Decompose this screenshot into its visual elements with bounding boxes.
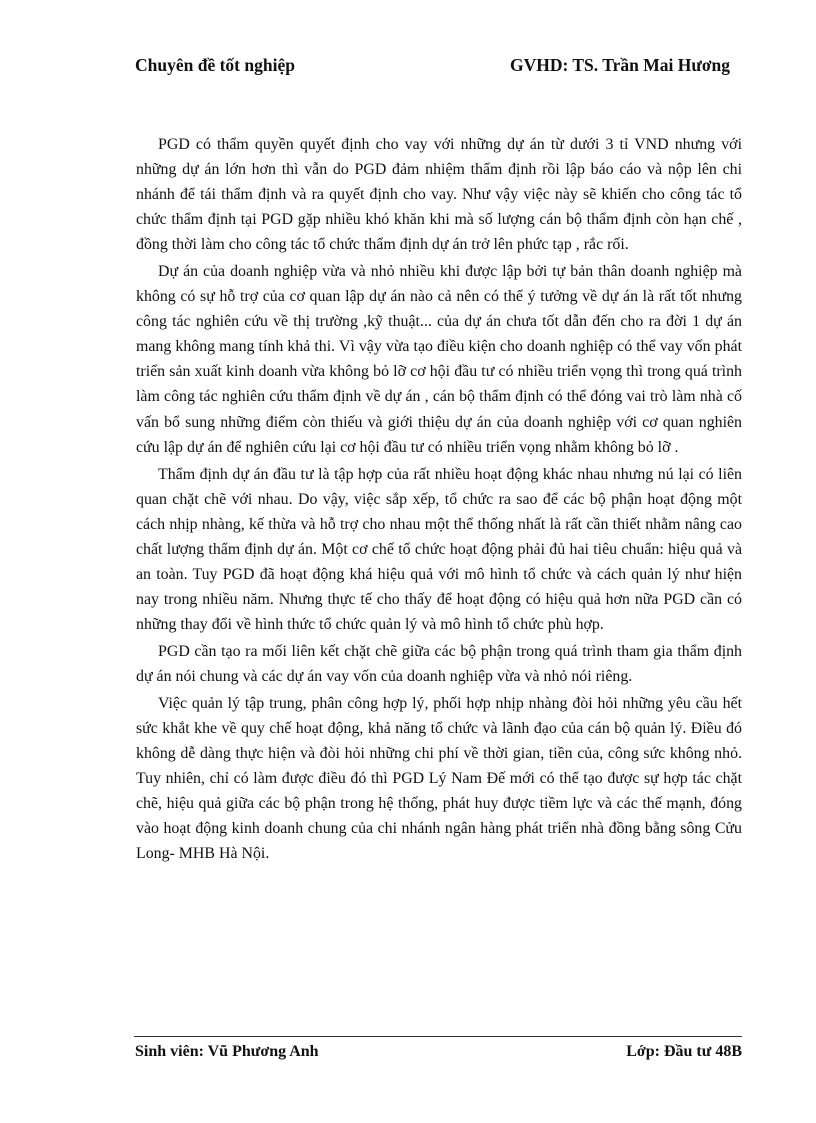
footer-divider	[134, 1036, 742, 1037]
header-title: Chuyên đề tốt nghiệp	[135, 55, 295, 75]
body-paragraph: PGD cần tạo ra mối liên kết chặt chẽ giữa các bộ phận trong quá trình tham gia thẩm định dự án nói chung và các dự án vay vốn của doanh nghiệp vừa và nhỏ nói riêng.	[136, 642, 742, 685]
footer-class: Lớp: Đầu tư 48B	[626, 1043, 742, 1060]
footer-student: Sinh viên: Vũ Phương Anh	[135, 1043, 319, 1060]
body-paragraph: PGD có thẩm quyền quyết định cho vay với những dự án từ dưới 3 tỉ VND nhưng với những dự án lớn hơn thì vẫn do PGD đảm nhiệm thẩm định rồi lập báo cáo và nộp lên chi nhánh để tái thẩm định và ra quyết định cho vay. Như vậy việc này sẽ khiến cho công tác tổ chức thẩm định tại PGD gặp nhiều khó khăn khi mà số lượng cán bộ thẩm định còn hạn chế , đồng thời làm cho công tác tổ chức thẩm định dự án trở lên phức tạp , rắc rối.	[136, 136, 742, 254]
document-body	[136, 132, 742, 868]
page-header	[135, 55, 730, 83]
header-advisor: GVHD: TS. Trần Mai Hương	[509, 55, 730, 75]
page-footer	[135, 1043, 742, 1071]
body-paragraph: Dự án của doanh nghiệp vừa và nhỏ nhiều khi được lập bởi tự bản thân doanh nghiệp mà không có sự hỗ trợ của cơ quan lập dự án nào cả nên có thể ý tưởng về dự án là rất tốt nhưng công tác nghiên cứu về thị trường ,kỹ thuật... của dự án chưa tốt dẫn đến cho ra đời 1 dự án mang không mang tính khả thi. Vì vậy vừa tạo điều kiện cho doanh nghiệp có thể vay vốn phát triển sản xuất kinh doanh vừa không bỏ lỡ cơ hội đầu tư có nhiều triển vọng thì trong quá trình làm công tác nghiên cứu thẩm định về dự án , cán bộ thẩm định có thể đóng vai trò làm nhà cố vấn bổ sung những điểm còn thiếu và giới thiệu dự án của doanh nghiệp với cơ quan nghiên cứu lập dự án để nghiên cứu lại cơ hội đầu tư có nhiều triển vọng nhằm không bỏ lỡ .	[136, 263, 742, 456]
body-paragraph: Việc quản lý tập trung, phân công hợp lý, phối hợp nhịp nhàng đòi hỏi những yêu cầu hết sức khắt khe về quy chế hoạt động, khả năng tổ chức và lãnh đạo của cán bộ quản lý. Điều đó không dễ dàng thực hiện và đòi hỏi những chi phí về thời gian, tiền của, công sức không nhỏ. Tuy nhiên, chỉ có làm được điều đó thì PGD Lý Nam Đế mới có thể tạo được sự hợp tác chặt chẽ, hiệu quả giữa các bộ phận trong hệ thống, phát huy được tiềm lực và các thế mạnh, đóng vào hoạt động kinh doanh chung của chi nhánh ngân hàng phát triển nhà đồng bằng sông Cửu Long- MHB Hà Nội.	[136, 695, 742, 863]
body-paragraph: Thẩm định dự án đầu tư là tập hợp của rất nhiều hoạt động khác nhau nhưng nú lại có liên quan chặt chẽ với nhau. Do vậy, việc sắp xếp, tổ chức ra sao để các bộ phận hoạt động một cách nhịp nhàng, kế thừa và hỗ trợ cho nhau một thể thống nhất là rất cần thiết nhằm nâng cao chất lượng thẩm định dự án. Một cơ chế tổ chức hoạt động phải đủ hai tiêu chuẩn: hiệu quả và an toàn. Tuy PGD đã hoạt động khá hiệu quả với mô hình tổ chức và cách quản lý như hiện nay trong nhiều năm. Nhưng thực tế cho thấy để hoạt động có hiệu quả hơn nữa PGD cần có những thay đổi về hình thức tổ chức quản lý và mô hình tổ chức phù hợp.	[136, 465, 742, 633]
